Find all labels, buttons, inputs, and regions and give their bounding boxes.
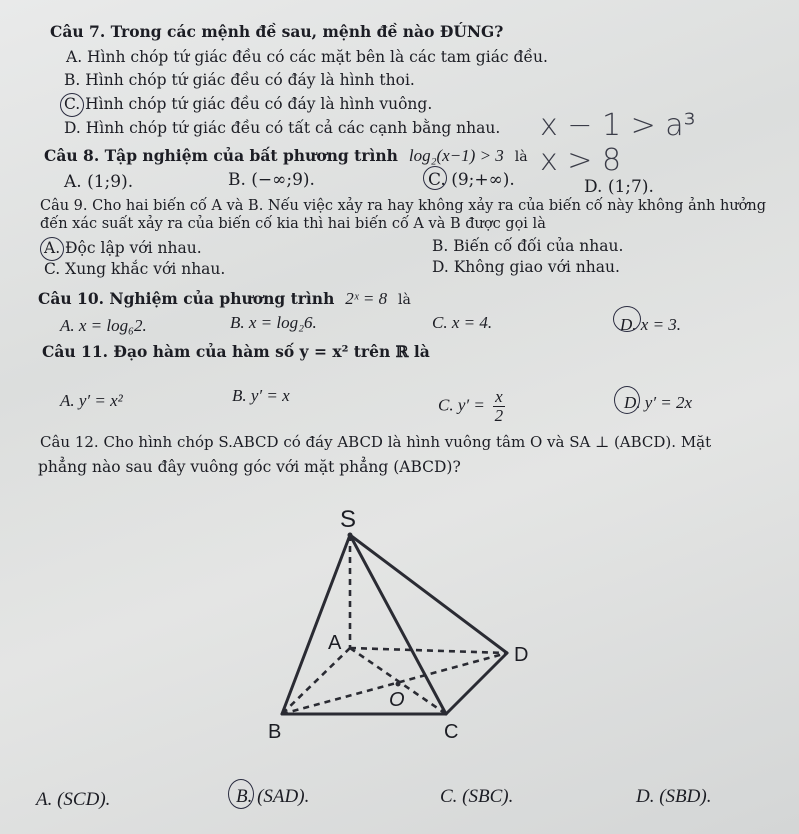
q8-stem: Câu 8. Tập nghiệm của bất phương trình [44,146,398,165]
q7-option-d[interactable]: D. Hình chóp tứ giác đều có tất cả các cạnh bằng nhau. [64,119,501,137]
q8-option-b[interactable]: B. (−∞;9). [228,170,315,190]
q7-option-b[interactable]: B. Hình chóp tứ giác đều có đáy là hình thoi. [64,71,415,89]
q12-option-d[interactable]: D. (SBD). [636,786,712,807]
q12-stem-line2: phẳng nào sau đây vuông góc với mặt phẳng (ABCD)? [38,458,461,476]
q9-option-b[interactable]: B. Biến cố đối của nhau. [432,237,624,255]
q8-option-d[interactable]: D. (1;7). [584,177,654,197]
edge-SB [282,535,350,714]
center-label-O: O [389,689,405,711]
q10-stem: Câu 10. Nghiệm của phương trình [38,289,335,308]
q11-option-b[interactable]: B. y′ = x [232,386,290,405]
q10-expression: 2ˣ = 8 [345,289,388,308]
q12-stem-line1: Câu 12. Cho hình chóp S.ABCD có đáy ABCD là hình vuông tâm O và SA ⊥ (ABCD). Mặt [40,433,712,451]
q9-option-c[interactable]: C. Xung khắc với nhau. [44,260,226,278]
q11-option-c-prefix: C. y′ = [438,395,485,415]
vertex-label-A: A [328,632,342,654]
q8-expression: log₂(x−1) > 3 [408,146,504,165]
q8-tail: là [514,149,528,165]
handwritten-note-1: x − 1 > a³ [540,108,696,143]
q8-option-c[interactable]: C. (9;+∞). [428,170,515,190]
q11-option-d[interactable]: D. y′ = 2x [624,393,693,412]
vertex-label-S: S [340,506,357,533]
vertex-label-B: B [268,721,282,743]
q11-fraction-numerator: x [495,387,503,406]
q8-option-a[interactable]: A. (1;9). [64,172,134,192]
q9-stem-line2: đến xác suất xảy ra của biến cố kia thì hai biến cố A và B được gọi là [40,216,546,232]
q10-option-b[interactable]: B. x = log₂6. [230,313,317,332]
q11-option-a[interactable]: A. y′ = x² [60,391,123,410]
q7-option-c[interactable]: C. Hình chóp tứ giác đều có đáy là hình vuông. [64,95,433,113]
q10-option-a[interactable]: A. x = log₆2. [60,316,147,335]
edge-AD [350,648,507,653]
handwritten-note-2: x > 8 [540,143,622,178]
q10-tail: là [398,292,411,308]
q12-option-a[interactable]: A. (SCD). [36,789,111,810]
vertex-label-C: C [444,721,459,743]
vertex-label-D: D [514,644,529,666]
q11-fraction-denominator: 2 [494,405,504,425]
q12-option-b[interactable]: B. (SAD). [236,786,310,807]
edge-SC [350,535,446,714]
q9-option-d[interactable]: D. Không giao với nhau. [432,258,620,276]
q12-option-c[interactable]: C. (SBC). [440,786,514,807]
q9-stem-line1: Câu 9. Cho hai biến cố A và B. Nếu việc xảy ra hay không xảy ra của biến cố này không ảnh hưởng [40,198,767,214]
q7-stem: Câu 7. Trong các mệnh đề sau, mệnh đề nào ĐÚNG? [50,22,504,41]
q7-option-a[interactable]: A. Hình chóp tứ giác đều có các mặt bên là các tam giác đều. [66,48,548,66]
q11-stem: Câu 11. Đạo hàm của hàm số y = x² trên ℝ là [42,342,430,361]
q10-option-d[interactable]: D. x = 3. [620,315,682,334]
answer-circle-q12 [228,779,254,809]
q10-option-c[interactable]: C. x = 4. [432,313,493,332]
q9-option-a[interactable]: A. Độc lập với nhau. [44,239,202,257]
edge-SD [350,535,507,653]
